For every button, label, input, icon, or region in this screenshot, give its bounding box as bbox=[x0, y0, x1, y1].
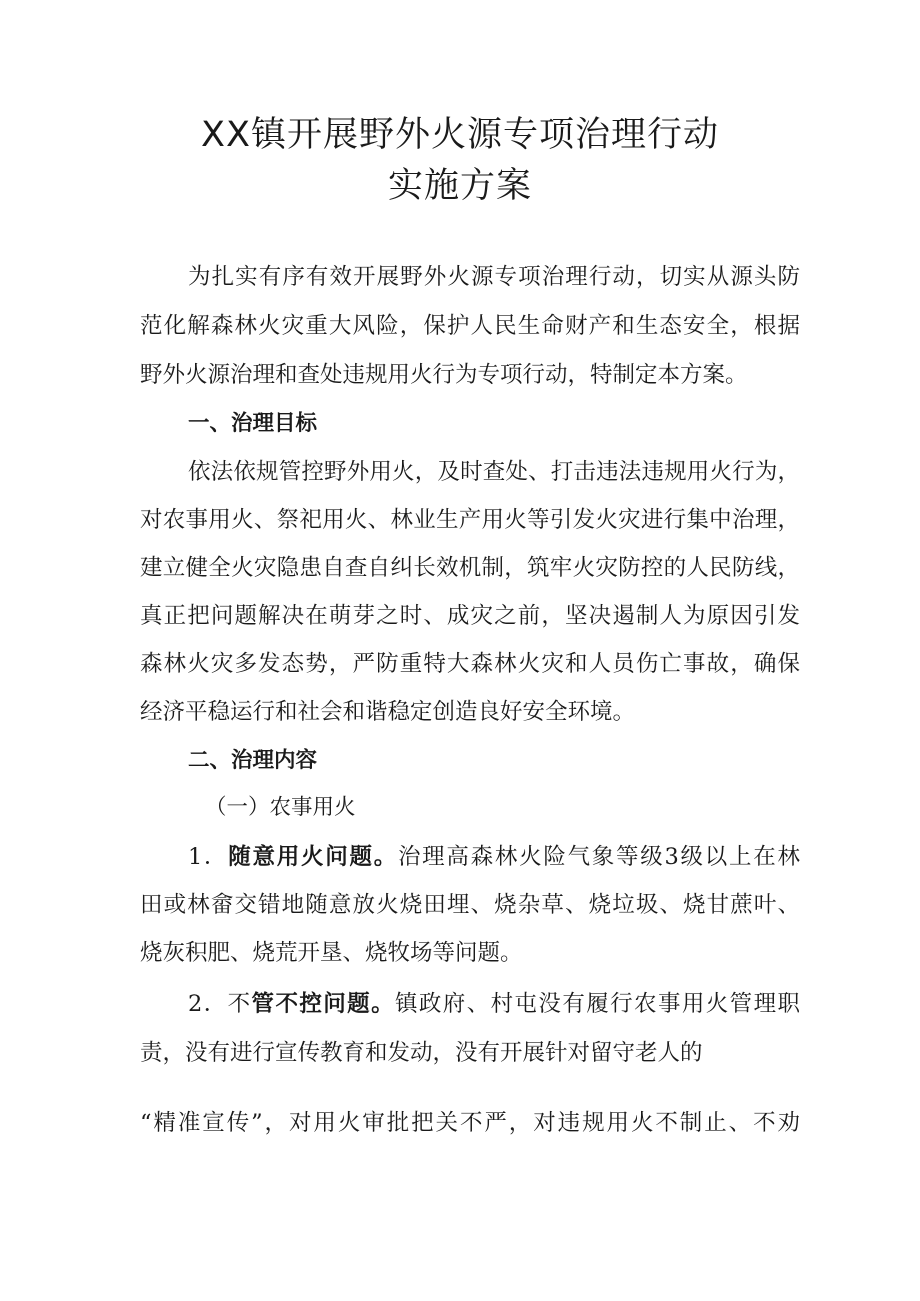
section-heading-goals: 一、治理目标 bbox=[188, 411, 318, 436]
section-heading-content: 二、治理内容 bbox=[188, 748, 318, 773]
intro-line: 为扎实有序有效开展野外火源专项治理行动，切实从源头防 bbox=[188, 264, 800, 290]
item1-line2: 田或林畲交错地随意放火烧田埋、烧杂草、烧垃圾、烧甘蔗叶、 bbox=[140, 892, 800, 918]
item2-number: 2．不 bbox=[188, 991, 252, 1017]
goals-line: 建立健全火灾隐患自查自纠长效机制，筑牢火灾防控的人民防线， bbox=[140, 555, 800, 581]
goals-line: 森林火灾多发态势，严防重特大森林火灾和人员伤亡事故，确保 bbox=[140, 651, 800, 677]
document-title-line2: 实施方案 bbox=[387, 166, 532, 206]
item2-keyword: 管不控问题。 bbox=[251, 991, 395, 1017]
document-title-line1: XX镇开展野外火源专项治理行动 bbox=[201, 115, 719, 155]
item1-number: 1． bbox=[188, 844, 229, 870]
item2-line2: 责，没有进行宣传教育和发动，没有开展针对留守老人的 bbox=[140, 1040, 703, 1066]
item1-keyword: 随意用火问题。 bbox=[228, 844, 398, 870]
item2-text: 镇政府、村屯没有履行农事用火管理职 bbox=[394, 991, 800, 1017]
item2-line3: “精准宣传”，对用火审批把关不严，对违规用火不制止、不劝 bbox=[140, 1110, 800, 1136]
intro-line: 范化解森林火灾重大风险，保护人民生命财产和生态安全，根据 bbox=[140, 313, 800, 339]
subsection-heading-farming-fire: （一）农事用火 bbox=[205, 795, 356, 820]
item1-text: 治理高森林火险气象等级3级以上在林 bbox=[397, 844, 800, 870]
item1-line1 bbox=[188, 846, 800, 869]
intro-line: 野外火源治理和查处违规用火行为专项行动，特制定本方案。 bbox=[140, 362, 748, 388]
item1-line3: 烧灰积肥、烧荒开垦、烧牧场等问题。 bbox=[140, 940, 523, 966]
goals-line: 依法依规管控野外用火，及时查处、打击违法违规用火行为， bbox=[188, 459, 800, 485]
goals-line: 对农事用火、祭祀用火、林业生产用火等引发火灾进行集中治理， bbox=[140, 507, 800, 533]
goals-line: 真正把问题解决在萌芽之时、成灾之前，坚决遏制人为原因引发 bbox=[140, 603, 800, 629]
goals-line: 经济平稳运行和社会和谐稳定创造良好安全环境。 bbox=[140, 699, 636, 725]
item2-line1 bbox=[188, 993, 800, 1016]
